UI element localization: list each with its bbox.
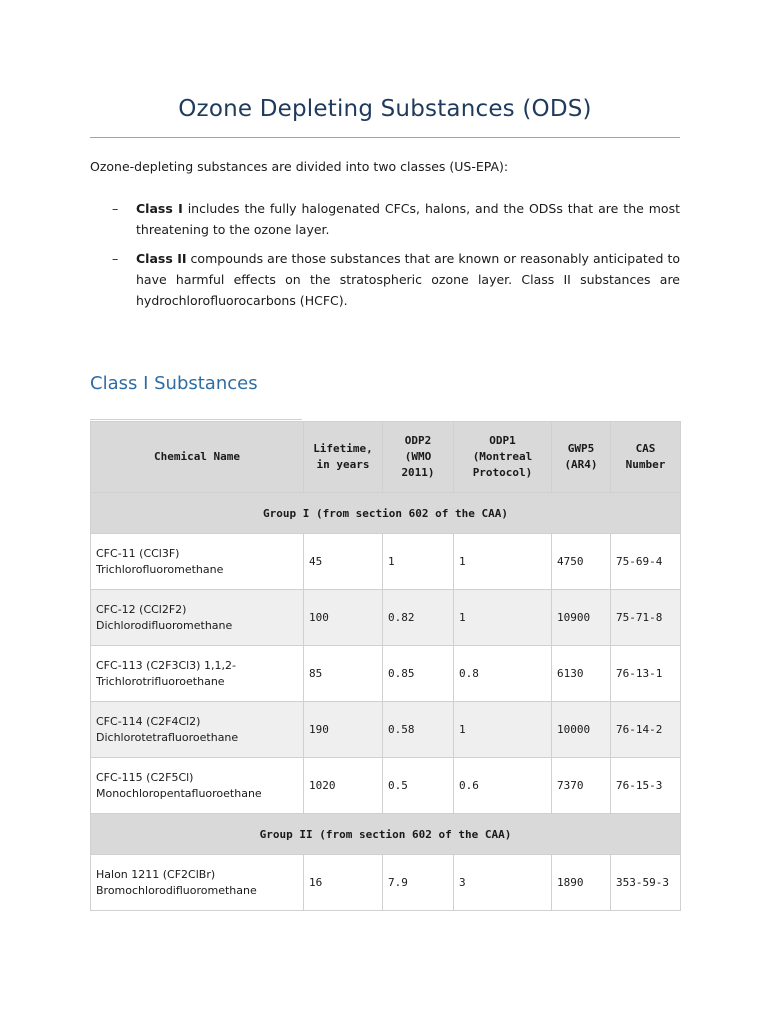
cell-lifetime: 100 [304, 590, 383, 646]
class-ii-bullet [90, 248, 680, 311]
cell-odp2: 0.85 [383, 646, 454, 702]
cell-odp1: 3 [454, 855, 552, 911]
header-odp1: ODP1 (Montreal Protocol) [454, 422, 552, 493]
cell-chemical-name: CFC-113 (C2F3Cl3) 1,1,2- Trichlorotrifluoroethane [91, 646, 304, 702]
header-chemical-name: Chemical Name [91, 422, 304, 493]
table-row [91, 534, 681, 590]
cell-lifetime: 45 [304, 534, 383, 590]
header-odp2: ODP2 (WMO 2011) [383, 422, 454, 493]
cell-cas: 75-71-8 [611, 590, 681, 646]
cell-odp2: 0.5 [383, 758, 454, 814]
cell-cas: 353-59-3 [611, 855, 681, 911]
cell-odp1: 1 [454, 702, 552, 758]
cell-cas: 76-14-2 [611, 702, 681, 758]
cell-odp2: 1 [383, 534, 454, 590]
cell-odp1: 1 [454, 590, 552, 646]
page-title: Ozone Depleting Substances (ODS) [178, 96, 592, 122]
bullet-dash: – [112, 251, 119, 266]
intro-paragraph: Ozone-depleting substances are divided into two classes (US-EPA): [90, 159, 509, 174]
table-row [91, 702, 681, 758]
table-row [91, 646, 681, 702]
table-header-row [91, 422, 681, 493]
cell-chemical-name: CFC-114 (C2F4Cl2) Dichlorotetrafluoroethane [91, 702, 304, 758]
group-i-row [91, 493, 681, 534]
header-cas: CAS Number [611, 422, 681, 493]
class-ii-label: Class II [136, 251, 187, 266]
cell-lifetime: 190 [304, 702, 383, 758]
cell-odp2: 0.82 [383, 590, 454, 646]
cell-gwp: 4750 [552, 534, 611, 590]
cell-gwp: 10000 [552, 702, 611, 758]
cell-odp2: 7.9 [383, 855, 454, 911]
cell-odp2: 0.58 [383, 702, 454, 758]
header-lifetime: Lifetime, in years [304, 422, 383, 493]
cell-cas: 76-13-1 [611, 646, 681, 702]
cell-chemical-name: CFC-12 (CCl2F2) Dichlorodifluoromethane [91, 590, 304, 646]
table-row [91, 855, 681, 911]
group-i-label: Group I (from section 602 of the CAA) [91, 493, 681, 534]
class-i-text: includes the fully halogenated CFCs, halons, and the ODSs that are the most threatening to the ozone layer. [136, 201, 680, 237]
header-gwp: GWP5 (AR4) [552, 422, 611, 493]
title-divider [90, 137, 680, 138]
cell-chemical-name: CFC-115 (C2F5Cl) Monochloropentafluoroethane [91, 758, 304, 814]
class-i-substances-table [90, 421, 681, 911]
table-top-rule [90, 419, 302, 420]
cell-chemical-name: Halon 1211 (CF2ClBr) Bromochlorodifluoromethane [91, 855, 304, 911]
cell-gwp: 6130 [552, 646, 611, 702]
cell-gwp: 1890 [552, 855, 611, 911]
class-i-bullet [90, 198, 680, 240]
cell-odp1: 0.8 [454, 646, 552, 702]
class-ii-text: compounds are those substances that are known or reasonably anticipated to have harmful effects on the stratospheric ozone layer. Class II substances are hydrochlorofluorocarbons (HCFC). [136, 251, 680, 308]
table-row [91, 590, 681, 646]
cell-gwp: 7370 [552, 758, 611, 814]
cell-lifetime: 85 [304, 646, 383, 702]
bullet-dash: – [112, 201, 119, 216]
cell-lifetime: 16 [304, 855, 383, 911]
section-heading: Class I Substances [90, 373, 258, 394]
cell-cas: 75-69-4 [611, 534, 681, 590]
cell-gwp: 10900 [552, 590, 611, 646]
group-ii-label: Group II (from section 602 of the CAA) [91, 814, 681, 855]
cell-chemical-name: CFC-11 (CCl3F) Trichlorofluoromethane [91, 534, 304, 590]
cell-odp1: 0.6 [454, 758, 552, 814]
table-row [91, 758, 681, 814]
cell-lifetime: 1020 [304, 758, 383, 814]
class-list [90, 198, 680, 319]
cell-odp1: 1 [454, 534, 552, 590]
group-ii-row [91, 814, 681, 855]
cell-cas: 76-15-3 [611, 758, 681, 814]
class-i-label: Class I [136, 201, 183, 216]
